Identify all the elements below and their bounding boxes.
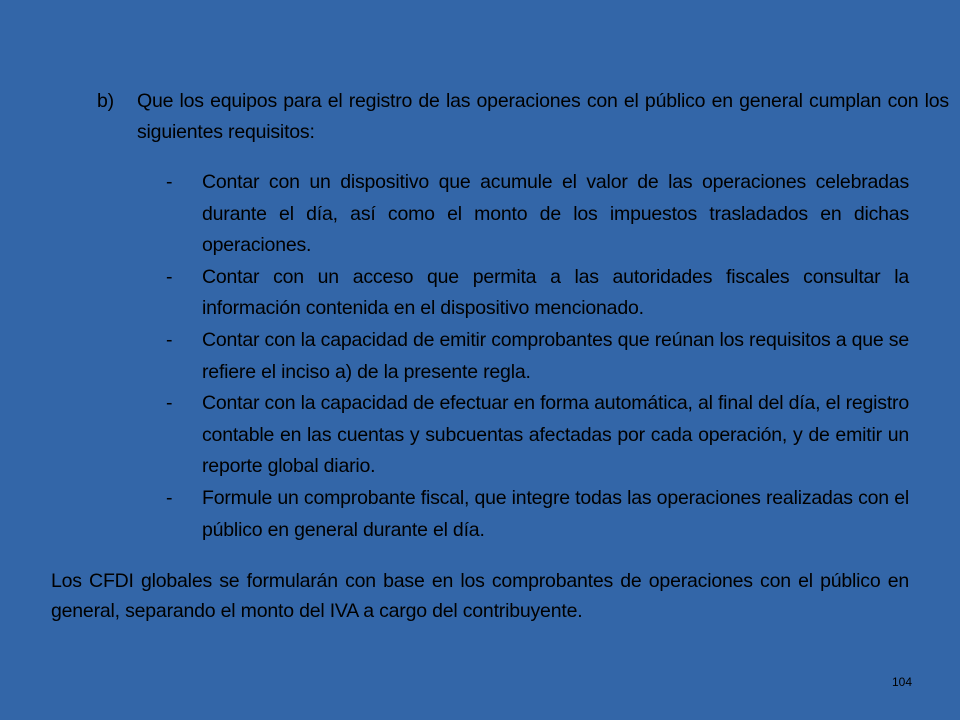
- bullet-dash: -: [166, 265, 173, 288]
- requirement-item: [166, 388, 909, 483]
- requirement-item: [166, 325, 909, 388]
- section-b-paragraph: [97, 86, 949, 148]
- bullet-dash: -: [166, 171, 173, 193]
- page-number: 104: [891, 675, 912, 689]
- requirement-text: Contar con la capacidad de efectuar en forma automática, al final del día, el registro contable en las cuentas y subcuentas afectadas por cada operación, y de emitir un reporte global diario.: [202, 392, 909, 478]
- requirement-item: [166, 262, 909, 325]
- requirement-text: Formule un comprobante fiscal, que integre todas las operaciones realizadas con el público en general durante el día.: [202, 486, 909, 541]
- bullet-dash: -: [166, 328, 173, 351]
- bullet-dash: -: [166, 392, 173, 415]
- requirement-text: Contar con un acceso que permita a las autoridades fiscales consultar la información contenida en el dispositivo mencionado.: [202, 265, 909, 320]
- requirement-text: Contar con la capacidad de emitir comprobantes que reúnan los requisitos a que se refiere el inciso a) de la presente regla.: [202, 328, 909, 383]
- closing-paragraph: Los CFDI globales se formularán con base en los comprobantes de operaciones con el público en general, separando el monto del IVA a cargo del contribuyente.: [51, 570, 909, 622]
- bullet-dash: -: [166, 486, 173, 509]
- requirement-item: [166, 483, 909, 546]
- section-b-text: Que los equipos para el registro de las operaciones con el público en general cumplan con los siguientes requisitos:: [137, 90, 949, 143]
- requirement-item: [166, 167, 909, 262]
- requirements-list: [166, 167, 909, 546]
- requirement-text: Contar con un dispositivo que acumule el valor de las operaciones celebradas durante el día, así como el monto de los impuestos trasladados en dichas operaciones.: [202, 171, 909, 257]
- section-b-label: b): [97, 90, 114, 112]
